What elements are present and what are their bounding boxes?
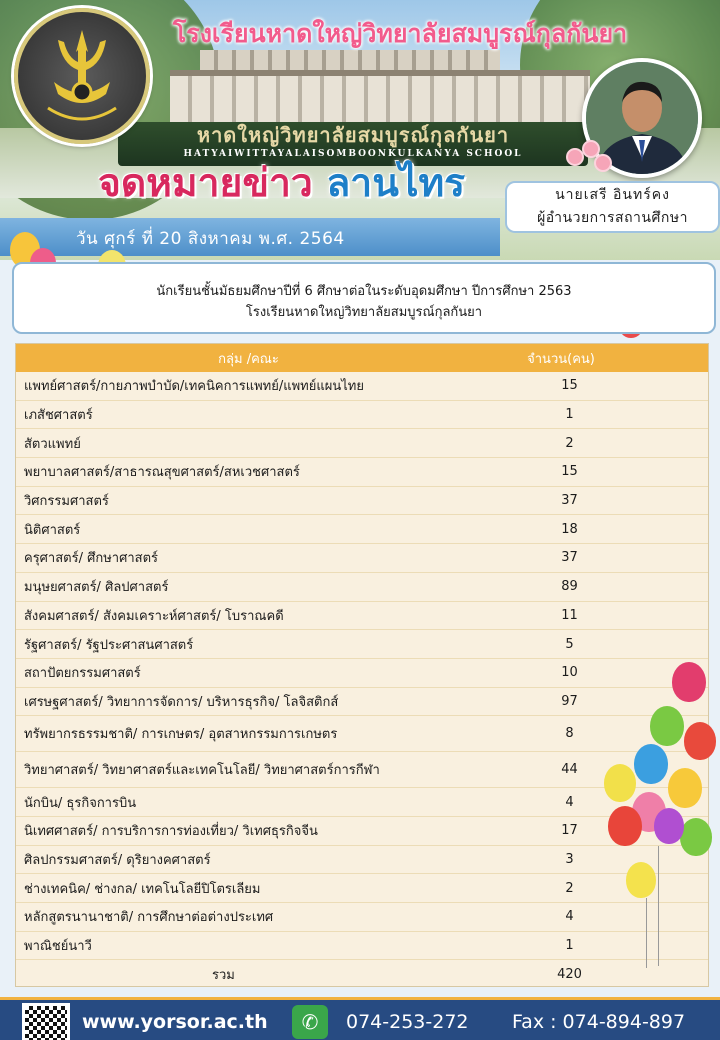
school-building — [170, 70, 590, 130]
director-name: นายเสรี อินทร์คง — [555, 187, 670, 203]
row-group: นิเทศศาสตร์/ การบริการการท่องเที่ยว/ วิเทศธุรกิจจีน — [24, 824, 318, 840]
newsletter-title — [98, 152, 465, 214]
table-row — [16, 688, 708, 717]
balloon-string — [646, 898, 647, 968]
balloon-decoration — [608, 806, 642, 846]
table-total-row — [16, 960, 708, 988]
table-row — [16, 573, 708, 602]
row-count: 37 — [561, 550, 578, 566]
table-row — [16, 932, 708, 961]
row-count: 37 — [561, 493, 578, 509]
balloon-decoration — [668, 768, 702, 808]
table-row — [16, 401, 708, 430]
table-header — [16, 344, 708, 372]
row-count: 4 — [565, 794, 574, 810]
row-group: นิติศาสตร์ — [24, 522, 81, 538]
row-count: 11 — [561, 607, 578, 623]
row-count: 1 — [565, 938, 574, 954]
total-label: รวม — [212, 967, 235, 983]
row-count: 8 — [565, 726, 574, 742]
table-row — [16, 817, 708, 846]
row-group: ช่างเทคนิค/ ช่างกล/ เทคโนโลยีปิโตรเลียม — [24, 881, 261, 897]
flower-decoration — [560, 138, 620, 178]
table-row — [16, 659, 708, 688]
balloon-decoration — [684, 722, 716, 760]
row-count: 17 — [561, 823, 578, 839]
row-count: 18 — [561, 521, 578, 537]
column-header-group: กลุ่ม /คณะ — [218, 351, 279, 367]
table-row — [16, 372, 708, 401]
row-count: 2 — [565, 435, 574, 451]
school-name: โรงเรียนหาดใหญ่วิทยาลัยสมบูรณ์กุลกันยา — [172, 19, 628, 48]
row-group: วิศกรรมศาสตร์ — [24, 494, 109, 510]
school-logo — [14, 8, 150, 144]
row-count: 44 — [561, 762, 578, 778]
row-count: 97 — [561, 693, 578, 709]
row-group: ทรัพยากรธรรมชาติ/ การเกษตร/ อุตสาหกรรมการเกษตร — [24, 727, 338, 743]
report-subtitle — [12, 262, 716, 334]
row-count: 15 — [561, 464, 578, 480]
row-count: 10 — [561, 665, 578, 681]
table-row — [16, 788, 708, 817]
website-link[interactable]: www.yorsor.ac.th — [82, 1011, 268, 1033]
newsletter-title-part1: จดหมายข่าว — [98, 160, 313, 206]
school-sign-english: HATYAIWITTAYALAISOMBOONKULKANYA SCHOOL — [183, 149, 523, 159]
row-group: เภสัชศาสตร์ — [24, 408, 93, 424]
director-position: ผู้อำนวยการสถานศึกษา — [537, 210, 688, 226]
balloon-string — [658, 846, 659, 966]
subtitle-line1: นักเรียนชั้นมัธยมศึกษาปีที่ 6 ศึกษาต่อในระดับอุดมศึกษา ปีการศึกษา 2563 — [156, 284, 572, 299]
row-group: รัฐศาสตร์/ รัฐประศาสนศาสตร์ — [24, 637, 194, 653]
table-row — [16, 429, 708, 458]
row-group: เศรษฐศาสตร์/ วิทยาการจัดการ/ บริหารธุรกิจ/ โลจิสติกส์ — [24, 694, 339, 710]
balloon-decoration — [634, 744, 668, 784]
table-row — [16, 903, 708, 932]
row-count: 4 — [565, 909, 574, 925]
row-group: พยาบาลศาสตร์/สาธารณสุขศาสตร์/สหเวชศาสตร์ — [24, 465, 300, 481]
row-group: สถาปัตยกรรมศาสตร์ — [24, 666, 141, 682]
row-group: มนุษยศาสตร์/ ศิลปศาสตร์ — [24, 580, 169, 596]
date-bar — [0, 218, 500, 256]
balloon-decoration — [672, 662, 706, 702]
table-row — [16, 716, 708, 752]
table-row — [16, 846, 708, 875]
row-group: สังคมศาสตร์/ สังคมเคราะห์ศาสตร์/ โบราณคดี — [24, 608, 284, 624]
table-row — [16, 487, 708, 516]
phone-icon: ✆ — [292, 1005, 328, 1039]
trident-emblem-icon — [18, 12, 146, 140]
row-group: สัตวแพทย์ — [24, 436, 81, 452]
qr-code-icon[interactable] — [22, 1003, 70, 1040]
table-row — [16, 874, 708, 903]
row-group: พาณิชย์นาวี — [24, 939, 92, 955]
row-group: นักบิน/ ธุรกิจการบิน — [24, 795, 137, 811]
row-group: วิทยาศาสตร์/ วิทยาศาสตร์และเทคโนโลยี/ วิทยาศาสตร์การกีฬา — [24, 763, 380, 779]
table-row — [16, 515, 708, 544]
row-count: 5 — [565, 636, 574, 652]
row-group: แพทย์ศาสตร์/กายภาพบำบัด/เทคนิคการแพทย์/แพทย์แผนไทย — [24, 379, 364, 395]
balloon-decoration — [626, 862, 656, 898]
row-count: 2 — [565, 880, 574, 896]
table-row — [16, 544, 708, 573]
fax-number: Fax : 074-894-897 — [512, 1011, 686, 1033]
row-group: ครุศาสตร์/ ศึกษาศาสตร์ — [24, 551, 159, 567]
table-row — [16, 458, 708, 487]
subtitle-line2: โรงเรียนหาดใหญ่วิทยาลัยสมบูรณ์กุลกันยา — [245, 305, 483, 320]
row-count: 3 — [565, 851, 574, 867]
row-count: 1 — [565, 407, 574, 423]
faculty-table — [15, 343, 709, 987]
balloon-decoration — [654, 808, 684, 844]
balloon-decoration — [650, 706, 684, 746]
newsletter-title-part2: ลานไทร — [326, 160, 466, 206]
date-text: วัน ศุกร์ ที่ 20 สิงหาคม พ.ศ. 2564 — [76, 229, 345, 249]
row-group: ศิลปกรรมศาสตร์/ ดุริยางคศาสตร์ — [24, 852, 211, 868]
balloon-decoration — [604, 764, 636, 802]
row-count: 89 — [561, 579, 578, 595]
row-group: หลักสูตรนานาชาติ/ การศึกษาต่อต่างประเทศ — [24, 910, 274, 926]
column-header-count: จำนวน(คน) — [527, 351, 595, 367]
table-row — [16, 602, 708, 631]
phone-number: 074-253-272 — [346, 1011, 469, 1033]
director-box — [505, 181, 720, 233]
balloon-decoration — [680, 818, 712, 856]
row-count: 15 — [561, 378, 578, 394]
total-count: 420 — [557, 966, 582, 982]
school-sign-text: หาดใหญ่วิทยาลัยสมบูรณ์กุลกันยา — [196, 123, 510, 147]
footer-bar — [0, 997, 720, 1040]
table-row — [16, 630, 708, 659]
